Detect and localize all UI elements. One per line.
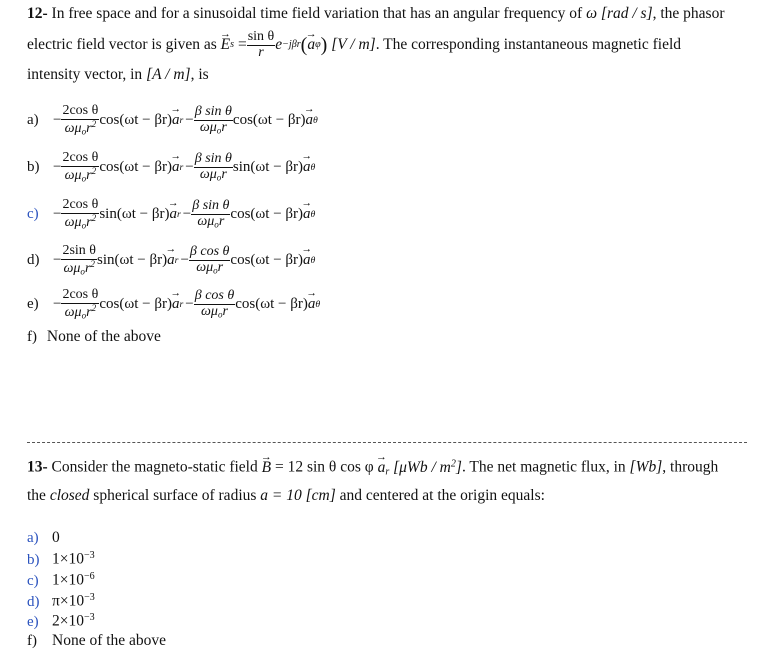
term2-den: $\omega\mu_or$ bbox=[199, 119, 227, 136]
minus-sign: − bbox=[182, 205, 192, 222]
term1-unit-vector: → a bbox=[172, 159, 180, 176]
q12-option-c[interactable] bbox=[27, 198, 315, 231]
option-label: b) bbox=[27, 158, 40, 175]
q12-option-b[interactable] bbox=[27, 151, 315, 184]
term1-unit-vector-sub: r bbox=[179, 298, 184, 310]
term2-fraction bbox=[189, 245, 231, 276]
q12-line1-text: In free space and for a sinusoidal time field variation that has an angular frequency of bbox=[51, 5, 583, 22]
term1-num: 2cos θ bbox=[62, 150, 99, 165]
term1-function: cos(ωt − βr) bbox=[99, 111, 172, 128]
term1-num: 2cos θ bbox=[62, 103, 99, 118]
option-label: a) bbox=[27, 530, 39, 546]
minus-sign: − bbox=[53, 205, 62, 222]
term2-unit-vector-sub: θ bbox=[310, 254, 316, 266]
q12-omega: ω bbox=[586, 5, 598, 22]
q12-units-rad: [rad / s] bbox=[600, 5, 653, 22]
term1-unit-vector: → a bbox=[172, 296, 180, 313]
q13-units-cm: [cm] bbox=[305, 487, 336, 504]
q13-line2 bbox=[27, 488, 545, 504]
q12-a-phi-sub: φ bbox=[315, 38, 321, 50]
q12-option-a[interactable] bbox=[27, 104, 318, 137]
q12-line2: electric field vector is given as → E s = $\frac{\text{sin θ}}{r}$ e −jβr ( → a φ ) [V / m] . The corresponding instantaneous magnetic field bbox=[27, 30, 681, 60]
term1-fraction bbox=[61, 288, 99, 321]
q13-line2-end: and centered at the origin equals: bbox=[339, 487, 545, 504]
q13-line1 bbox=[27, 459, 718, 478]
option-value: π×10 bbox=[52, 592, 85, 610]
term1-den: $\omega\mu_or^2$ bbox=[64, 212, 97, 231]
q12-E-frac-num: sin θ bbox=[247, 28, 275, 44]
term2-unit-vector: → a bbox=[306, 112, 314, 129]
term2-num: β sin θ bbox=[194, 151, 232, 166]
term2-unit-vector-sub: θ bbox=[313, 114, 318, 126]
term2-fraction bbox=[194, 105, 233, 136]
q12-line2-end: . The corresponding instantaneous magnetic field bbox=[375, 36, 682, 54]
term2-fraction bbox=[194, 152, 233, 183]
q12-option-d[interactable] bbox=[27, 244, 315, 277]
term1-function: sin(ωt − βr) bbox=[97, 251, 168, 268]
minus-sign: − bbox=[53, 158, 62, 175]
term1-unit-vector-sub: r bbox=[179, 161, 184, 173]
q12-a-phi: → a bbox=[307, 37, 315, 53]
term1-unit-vector-sub: r bbox=[174, 254, 179, 266]
q12-line3 bbox=[27, 67, 209, 83]
option-label: e) bbox=[27, 295, 39, 312]
option-label: c) bbox=[27, 205, 39, 222]
term2-unit-vector-sub: θ bbox=[310, 208, 316, 220]
term2-unit-vector: → a bbox=[308, 296, 316, 313]
term1-unit-vector: → a bbox=[167, 252, 175, 269]
option-value: 0 bbox=[52, 529, 60, 546]
term2-den: $\omega\mu_or$ bbox=[197, 213, 225, 230]
q13-line2-text: spherical surface of radius bbox=[93, 487, 257, 504]
q12-E-sub: s bbox=[230, 38, 235, 50]
option-label: a) bbox=[27, 111, 39, 128]
q13-number: 13- bbox=[27, 458, 48, 476]
q12-units-am: [A / m] bbox=[146, 66, 191, 83]
q12-E-frac-den: r bbox=[258, 44, 264, 60]
minus-sign: − bbox=[53, 295, 62, 312]
minus-sign: − bbox=[53, 111, 62, 128]
term1-unit-vector: → a bbox=[169, 206, 177, 223]
option-value: 1×10 bbox=[52, 550, 84, 568]
option-label: f) bbox=[27, 633, 37, 649]
term1-fraction bbox=[61, 104, 99, 137]
term2-function: cos(ωt − βr) bbox=[235, 295, 308, 312]
term2-function: cos(ωt − βr) bbox=[230, 205, 304, 222]
term1-unit-vector-sub: r bbox=[179, 114, 184, 126]
term2-unit-vector: → a bbox=[303, 252, 311, 269]
term2-unit-vector-sub: θ bbox=[310, 161, 316, 173]
term2-function: sin(ωt − βr) bbox=[232, 158, 304, 175]
option-label: d) bbox=[27, 593, 40, 610]
term2-unit-vector: → a bbox=[303, 159, 311, 176]
term2-num: β cos θ bbox=[189, 244, 230, 259]
term2-den: $\omega\mu_or$ bbox=[199, 166, 227, 183]
term1-num: 2sin θ bbox=[62, 243, 97, 258]
option-exponent: −3 bbox=[84, 592, 95, 603]
term2-function: cos(ωt − βr) bbox=[232, 111, 306, 128]
term1-fraction bbox=[61, 151, 99, 184]
q12-E-vector: → E bbox=[221, 37, 230, 53]
q12-line3-text: intensity vector, in bbox=[27, 66, 143, 83]
q13-option-a[interactable] bbox=[27, 530, 60, 546]
option-label: e) bbox=[27, 613, 39, 630]
minus-sign: − bbox=[180, 251, 189, 268]
term1-den: $\omega\mu_or^2$ bbox=[64, 118, 97, 137]
q13-option-e[interactable] bbox=[27, 613, 95, 630]
q13-a-r-sub: r bbox=[385, 466, 390, 478]
q12-exp: e bbox=[275, 36, 283, 54]
q13-B-expr: = 12 sin θ cos φ bbox=[274, 458, 374, 476]
term2-den: $\omega\mu_or$ bbox=[196, 259, 224, 276]
q13-a-r: → a bbox=[378, 460, 386, 476]
option-exponent: −3 bbox=[84, 550, 95, 561]
q12-number: 12- bbox=[27, 5, 48, 22]
term1-function: cos(ωt − βr) bbox=[99, 158, 172, 175]
term2-num: β sin θ bbox=[192, 198, 230, 213]
q13-closed: closed bbox=[49, 487, 90, 504]
q12-exp-sup: −jβr bbox=[282, 38, 301, 50]
q13-B-vector: → B bbox=[262, 460, 271, 476]
term2-fraction bbox=[191, 199, 230, 230]
term2-num: β sin θ bbox=[194, 104, 232, 119]
q12-line2-text: electric field vector is given as bbox=[27, 36, 217, 54]
term1-den: $\omega\mu_or^2$ bbox=[64, 165, 97, 184]
option-value: 2×10 bbox=[52, 612, 84, 630]
term1-den: $\omega\mu_or^2$ bbox=[63, 258, 95, 277]
q13-units-flux-density: $[\mu Wb / m^2]$ bbox=[393, 458, 462, 476]
term2-unit-vector: → a bbox=[303, 206, 311, 223]
option-label: b) bbox=[27, 551, 40, 568]
term2-unit-vector-sub: θ bbox=[315, 298, 321, 310]
option-exponent: −3 bbox=[84, 612, 95, 623]
option-value: 1×10 bbox=[52, 571, 84, 589]
term1-function: cos(ωt − βr) bbox=[99, 295, 172, 312]
term1-num: 2cos θ bbox=[62, 287, 99, 302]
term1-fraction bbox=[61, 244, 97, 277]
term1-den: $\omega\mu_or^2$ bbox=[64, 302, 97, 321]
minus-sign: − bbox=[185, 295, 194, 312]
q13-line2-the: the bbox=[27, 487, 46, 504]
term1-unit-vector: → a bbox=[172, 112, 180, 129]
q13-line1-mid: . The net magnetic flux, in bbox=[461, 458, 626, 476]
q12-E-fraction bbox=[247, 30, 276, 60]
term2-function: cos(ωt − βr) bbox=[230, 251, 304, 268]
term2-den: $\omega\mu_or$ bbox=[201, 303, 228, 320]
q13-units-wb: [Wb] bbox=[629, 458, 663, 476]
term1-function: sin(ωt − βr) bbox=[99, 205, 170, 222]
term1-num: 2cos θ bbox=[62, 197, 99, 212]
q13-option-c[interactable] bbox=[27, 572, 95, 589]
minus-sign: − bbox=[185, 111, 194, 128]
q13-line1-end: , through bbox=[662, 458, 719, 476]
q12-line1-end: , the phasor bbox=[652, 5, 725, 22]
q12-option-e[interactable] bbox=[27, 288, 320, 321]
option-label: c) bbox=[27, 572, 39, 589]
term2-num: β cos θ bbox=[194, 288, 235, 303]
q13-option-b[interactable] bbox=[27, 551, 95, 568]
q13-radius: a = 10 bbox=[260, 487, 302, 504]
term1-fraction bbox=[61, 198, 99, 231]
q12-units-vm: [V / m] bbox=[331, 36, 376, 54]
q12-line3-end: , is bbox=[190, 66, 209, 83]
q12-option-f[interactable] bbox=[27, 329, 161, 345]
section-divider bbox=[27, 442, 747, 443]
q12-equals: = bbox=[237, 36, 247, 54]
minus-sign: − bbox=[185, 158, 194, 175]
q13-option-f[interactable] bbox=[27, 633, 166, 649]
option-exponent: −6 bbox=[84, 571, 95, 582]
q13-option-d[interactable] bbox=[27, 593, 95, 610]
minus-sign: − bbox=[53, 251, 62, 268]
term2-fraction bbox=[194, 289, 236, 320]
term1-unit-vector-sub: r bbox=[176, 208, 181, 220]
option-value: None of the above bbox=[52, 632, 167, 649]
q12-option-f-label: f) bbox=[27, 329, 37, 345]
q13-line1-text: Consider the magneto-static field bbox=[51, 458, 258, 476]
q12-line1 bbox=[27, 6, 725, 22]
q12-option-f-text: None of the above bbox=[46, 328, 161, 345]
option-label: d) bbox=[27, 251, 40, 268]
